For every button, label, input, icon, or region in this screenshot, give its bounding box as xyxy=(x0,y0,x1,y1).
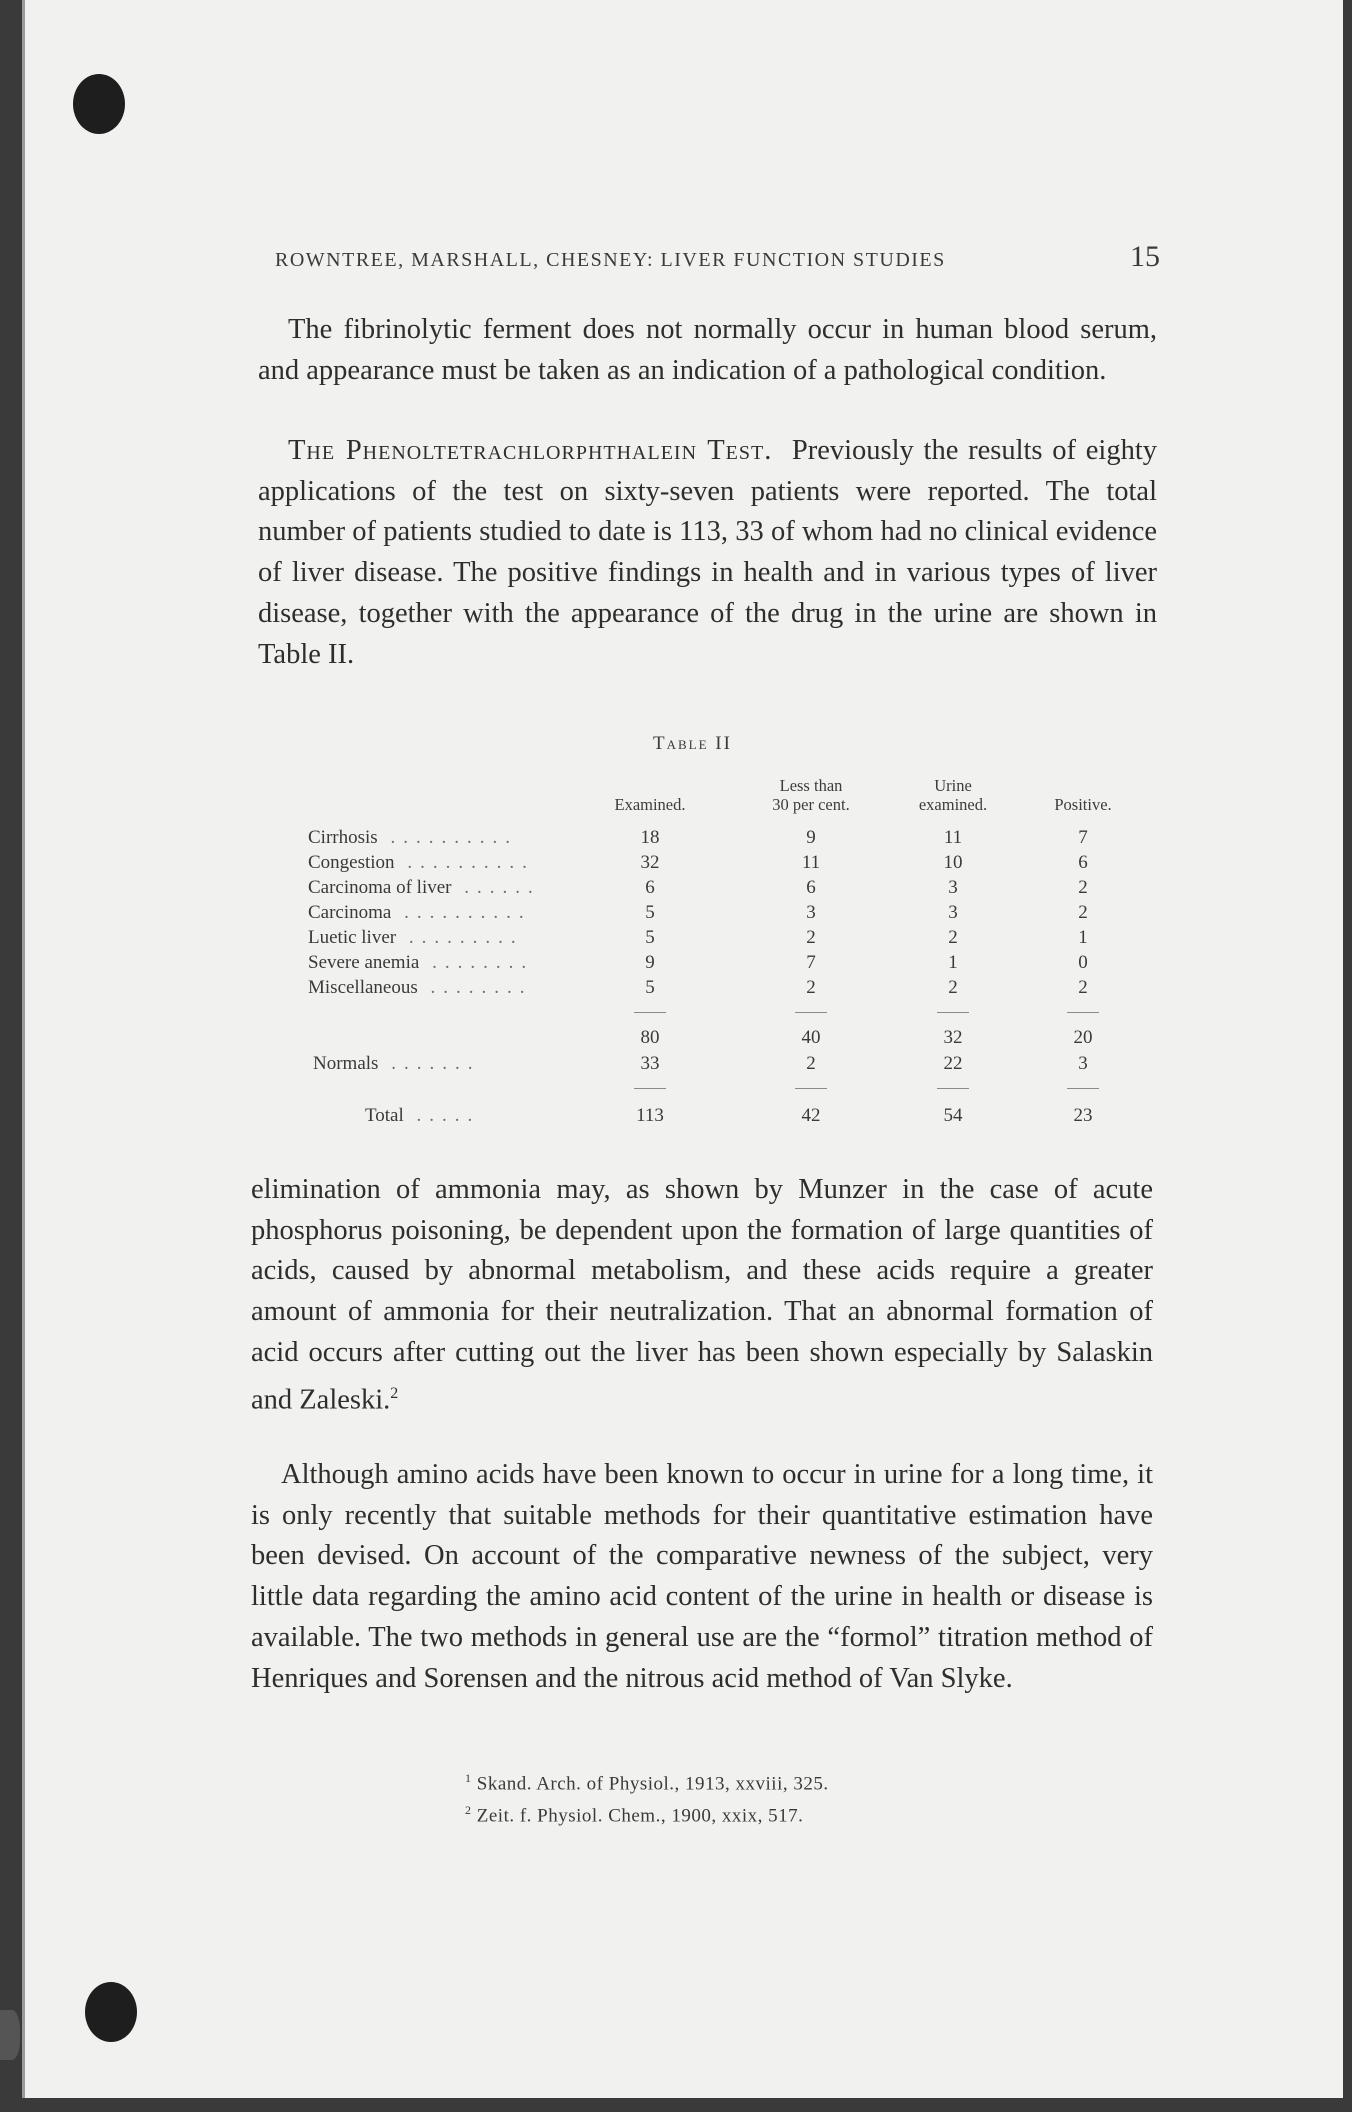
footnote-text: Skand. Arch. of Physiol., 1913, xxviii, 325. xyxy=(471,1773,829,1795)
table-cell: 2 xyxy=(1078,877,1088,898)
leader-dots: ........ xyxy=(419,952,535,973)
row-label-text: Luetic liver xyxy=(308,927,397,948)
table-column-header: Less than 30 per cent. xyxy=(772,776,850,814)
table-cell: 22 xyxy=(943,1053,963,1074)
row-label-text: Carcinoma xyxy=(308,902,392,923)
table-cell-subtotal: 32 xyxy=(943,1027,963,1048)
table-cell-total: 23 xyxy=(1073,1105,1093,1126)
table-row-label xyxy=(308,926,524,950)
table-column-header: Urine examined. xyxy=(918,776,988,814)
table-cell: 2 xyxy=(948,977,958,998)
paragraph-amino-acids: Although amino acids have been known to occur in urine for a long time, it is only recently that suitable methods for their quantitative estimation have been devised. On account of the comparative newness of the subject, very little data regarding the amino acid content of the urine in health or disease is available. The two methods in general use are the “formol” titration method of Henriques and Sorensen and the nitrous acid method of Van Slyke. xyxy=(251,1459,1153,1694)
row-label-text: Total xyxy=(365,1105,404,1126)
table-rule xyxy=(937,1012,969,1013)
table-cell: 6 xyxy=(645,877,655,898)
binding-hole-bottom xyxy=(85,1982,137,2042)
table-row-label xyxy=(308,976,533,1000)
table-cell: 2 xyxy=(1078,977,1088,998)
paragraph-ammonia xyxy=(251,1170,1153,1421)
table-cell: 0 xyxy=(1078,952,1088,973)
table-cell: 3 xyxy=(1078,1053,1088,1074)
page-number: 15 xyxy=(1130,240,1160,273)
table-cell: 6 xyxy=(1078,852,1088,873)
table-row-label xyxy=(308,826,518,850)
table-cell: 9 xyxy=(806,827,816,848)
paragraph-fibrinolytic: The fibrinolytic ferment does not normally occur in human blood serum, and appearance must be taken as an indication of a pathological condition. xyxy=(258,314,1157,386)
table-cell: 5 xyxy=(645,927,655,948)
table-cell: 2 xyxy=(1078,902,1088,923)
table-cell: 18 xyxy=(640,827,660,848)
footnote-mark: 1 xyxy=(465,1771,472,1785)
table-cell-total: 113 xyxy=(636,1105,664,1126)
table-rule xyxy=(1067,1088,1099,1089)
table-rule xyxy=(1067,1012,1099,1013)
book-page xyxy=(22,0,1343,2098)
leader-dots: .......... xyxy=(377,827,518,848)
table-cell: 7 xyxy=(806,952,816,973)
leader-dots: ...... xyxy=(451,877,541,898)
table-cell-subtotal: 40 xyxy=(801,1027,821,1048)
table-row-label xyxy=(308,851,535,875)
table-cell: 33 xyxy=(640,1053,660,1074)
row-label-text: Carcinoma of liver xyxy=(308,877,452,898)
leader-dots: ..... xyxy=(403,1105,481,1126)
leader-dots: ......... xyxy=(396,927,524,948)
table-cell: 1 xyxy=(1078,927,1088,948)
table-cell-total: 54 xyxy=(943,1105,963,1126)
row-label-text: Congestion xyxy=(308,852,395,873)
table-cell: 32 xyxy=(640,852,660,873)
row-label-text: Severe anemia xyxy=(308,952,420,973)
table-cell: 3 xyxy=(948,877,958,898)
table-cell: 9 xyxy=(645,952,655,973)
table-column-header: Positive. xyxy=(1054,795,1112,814)
table-cell: 2 xyxy=(806,1053,816,1074)
table-cell-total: 42 xyxy=(801,1105,821,1126)
table-cell: 11 xyxy=(943,827,963,848)
table-row-label xyxy=(308,951,534,975)
table-cell: 5 xyxy=(645,977,655,998)
table-rule xyxy=(795,1088,827,1089)
table-cell-subtotal: 20 xyxy=(1073,1027,1093,1048)
table-cell: 3 xyxy=(806,902,816,923)
table-rule xyxy=(937,1088,969,1089)
table-cell: 7 xyxy=(1078,827,1088,848)
table-row-label-total xyxy=(365,1104,480,1128)
table-cell: 3 xyxy=(948,902,958,923)
footnote-mark: 2 xyxy=(465,1803,472,1818)
table-rule xyxy=(634,1088,666,1089)
results-table xyxy=(25,0,1343,1200)
table-cell-subtotal: 80 xyxy=(640,1027,660,1048)
footnotes xyxy=(465,1765,985,1830)
table-cell: 2 xyxy=(948,927,958,948)
paragraph-body: elimination of ammonia may, as shown by Munzer in the case of acute phosphorus poisoning, be dependent upon the formation of large quantities of acids, caused by abnormal metabolism, and these acids require a greater amount of ammonia for their neutralization. That an abnormal formation of acid occurs after cutting out the liver has been shown especially by Salaskin and Zaleski. xyxy=(251,1174,1153,1416)
footnote-line xyxy=(465,1797,985,1829)
paragraph-body: Previously the results of eighty applications of the test on sixty-seven patients were reported. The total number of patients studied to date is 113, 33 of whom had no clinical evidence of liver disease. The positive findings in health and in various types of liver disease, together with the appearance of the drug in the urine are shown in Table II. xyxy=(258,435,1158,670)
scan-edge-mark xyxy=(0,2010,20,2060)
row-label-text: Miscellaneous xyxy=(308,977,418,998)
table-cell: 5 xyxy=(645,902,655,923)
table-column-header: Examined. xyxy=(614,795,686,814)
leader-dots: ........ xyxy=(417,977,533,998)
footnote-line xyxy=(465,1765,985,1797)
table-cell: 10 xyxy=(943,852,963,873)
running-title: ROWNTREE, MARSHALL, CHESNEY: LIVER FUNCTION STUDIES xyxy=(275,249,946,271)
table-cell: 11 xyxy=(801,852,821,873)
table-rule xyxy=(795,1012,827,1013)
table-row-label-normals xyxy=(313,1052,480,1076)
table-rule xyxy=(634,1012,666,1013)
row-label-text: Normals xyxy=(313,1053,379,1074)
table-row-label xyxy=(308,901,532,925)
leader-dots: .......... xyxy=(391,902,532,923)
table-row-label xyxy=(308,876,541,900)
table-cell: 2 xyxy=(806,927,816,948)
table-cell: 1 xyxy=(948,952,958,973)
leader-dots: .......... xyxy=(394,852,535,873)
footnote-text: Zeit. f. Physiol. Chem., 1900, xxix, 517. xyxy=(471,1805,804,1827)
row-label-text: Cirrhosis xyxy=(308,827,378,848)
table-cell: 2 xyxy=(806,977,816,998)
footnote-ref: 2 xyxy=(390,1384,399,1402)
section-heading: The Phenoltetrachlorphthalein Test. xyxy=(288,435,773,466)
leader-dots: ....... xyxy=(378,1053,481,1074)
table-cell: 6 xyxy=(806,877,816,898)
table-title: Table II xyxy=(653,733,732,754)
